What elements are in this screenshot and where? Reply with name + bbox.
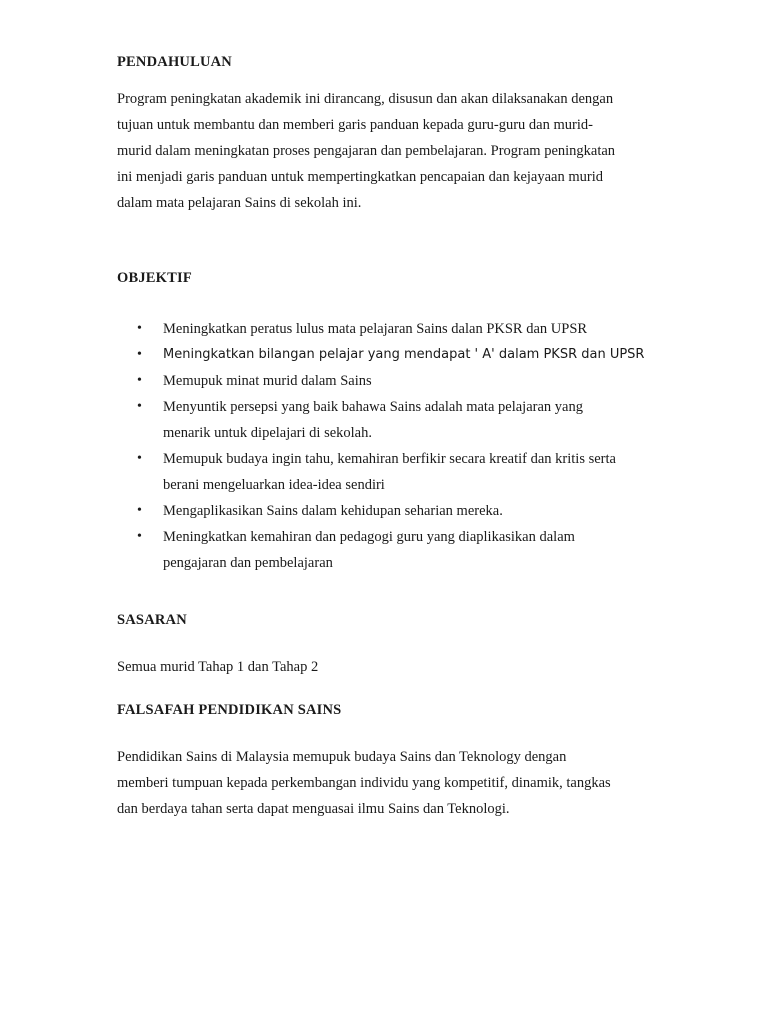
heading-objektif: OBJEKTIF [117, 270, 192, 286]
bullet-icon: • [137, 451, 142, 466]
list-item-text: Meningkatkan bilangan pelajar yang mendapat ' A' dalam PKSR dan UPSR [163, 347, 645, 362]
paragraph-line: Pendidikan Sains di Malaysia memupuk budaya Sains dan Teknology dengan [117, 749, 567, 765]
paragraph-line: dan berdaya tahan serta dapat menguasai ilmu Sains dan Teknologi. [117, 801, 510, 817]
objektif-list [117, 316, 657, 576]
list-item-text: Memupuk minat murid dalam Sains [163, 373, 372, 389]
bullet-icon: • [137, 347, 142, 362]
pendahuluan-paragraph [117, 86, 657, 216]
bullet-icon: • [137, 373, 142, 388]
list-item [117, 498, 657, 524]
falsafah-paragraph [117, 744, 657, 822]
heading-pendahuluan: PENDAHULUAN [117, 54, 232, 70]
paragraph-line: dalam mata pelajaran Sains di sekolah ini. [117, 195, 362, 211]
list-item-text: pengajaran dan pembelajaran [163, 555, 333, 571]
list-item-text: Menyuntik persepsi yang baik bahawa Sains adalah mata pelajaran yang [163, 399, 583, 415]
paragraph-line: Program peningkatan akademik ini dirancang, disusun dan akan dilaksanakan dengan [117, 91, 614, 107]
list-item-text: menarik untuk dipelajari di sekolah. [163, 425, 372, 441]
document-page [117, 52, 657, 822]
list-item [117, 342, 657, 368]
paragraph-line: tujuan untuk membantu dan memberi garis panduan kepada guru-guru dan murid- [117, 117, 593, 133]
heading-sasaran: SASARAN [117, 612, 187, 628]
sasaran-text: Semua murid Tahap 1 dan Tahap 2 [117, 659, 319, 675]
bullet-icon: • [137, 321, 142, 336]
list-item-text: Meningkatkan kemahiran dan pedagogi guru yang diaplikasikan dalam [163, 529, 575, 545]
bullet-icon: • [137, 503, 142, 518]
list-item [117, 316, 657, 342]
paragraph-line: murid dalam meningkatan proses pengajaran dan pembelajaran. Program peningkatan [117, 143, 616, 159]
list-item-text: berani mengeluarkan idea-idea sendiri [163, 477, 385, 493]
heading-falsafah: FALSAFAH PENDIDIKAN SAINS [117, 702, 342, 718]
paragraph-line: ini menjadi garis panduan untuk mempertingkatkan pencapaian dan kejayaan murid [117, 169, 603, 185]
bullet-icon: • [137, 399, 142, 414]
list-item [117, 446, 657, 498]
list-item [117, 368, 657, 394]
list-item [117, 524, 657, 576]
list-item-text: Mengaplikasikan Sains dalam kehidupan seharian mereka. [163, 503, 503, 519]
list-item-text: Memupuk budaya ingin tahu, kemahiran berfikir secara kreatif dan kritis serta [163, 451, 616, 467]
paragraph-line: memberi tumpuan kepada perkembangan individu yang kompetitif, dinamik, tangkas [117, 775, 611, 791]
list-item-text: Meningkatkan peratus lulus mata pelajaran Sains dalan PKSR dan UPSR [163, 321, 588, 337]
bullet-icon: • [137, 529, 142, 544]
list-item [117, 394, 657, 446]
